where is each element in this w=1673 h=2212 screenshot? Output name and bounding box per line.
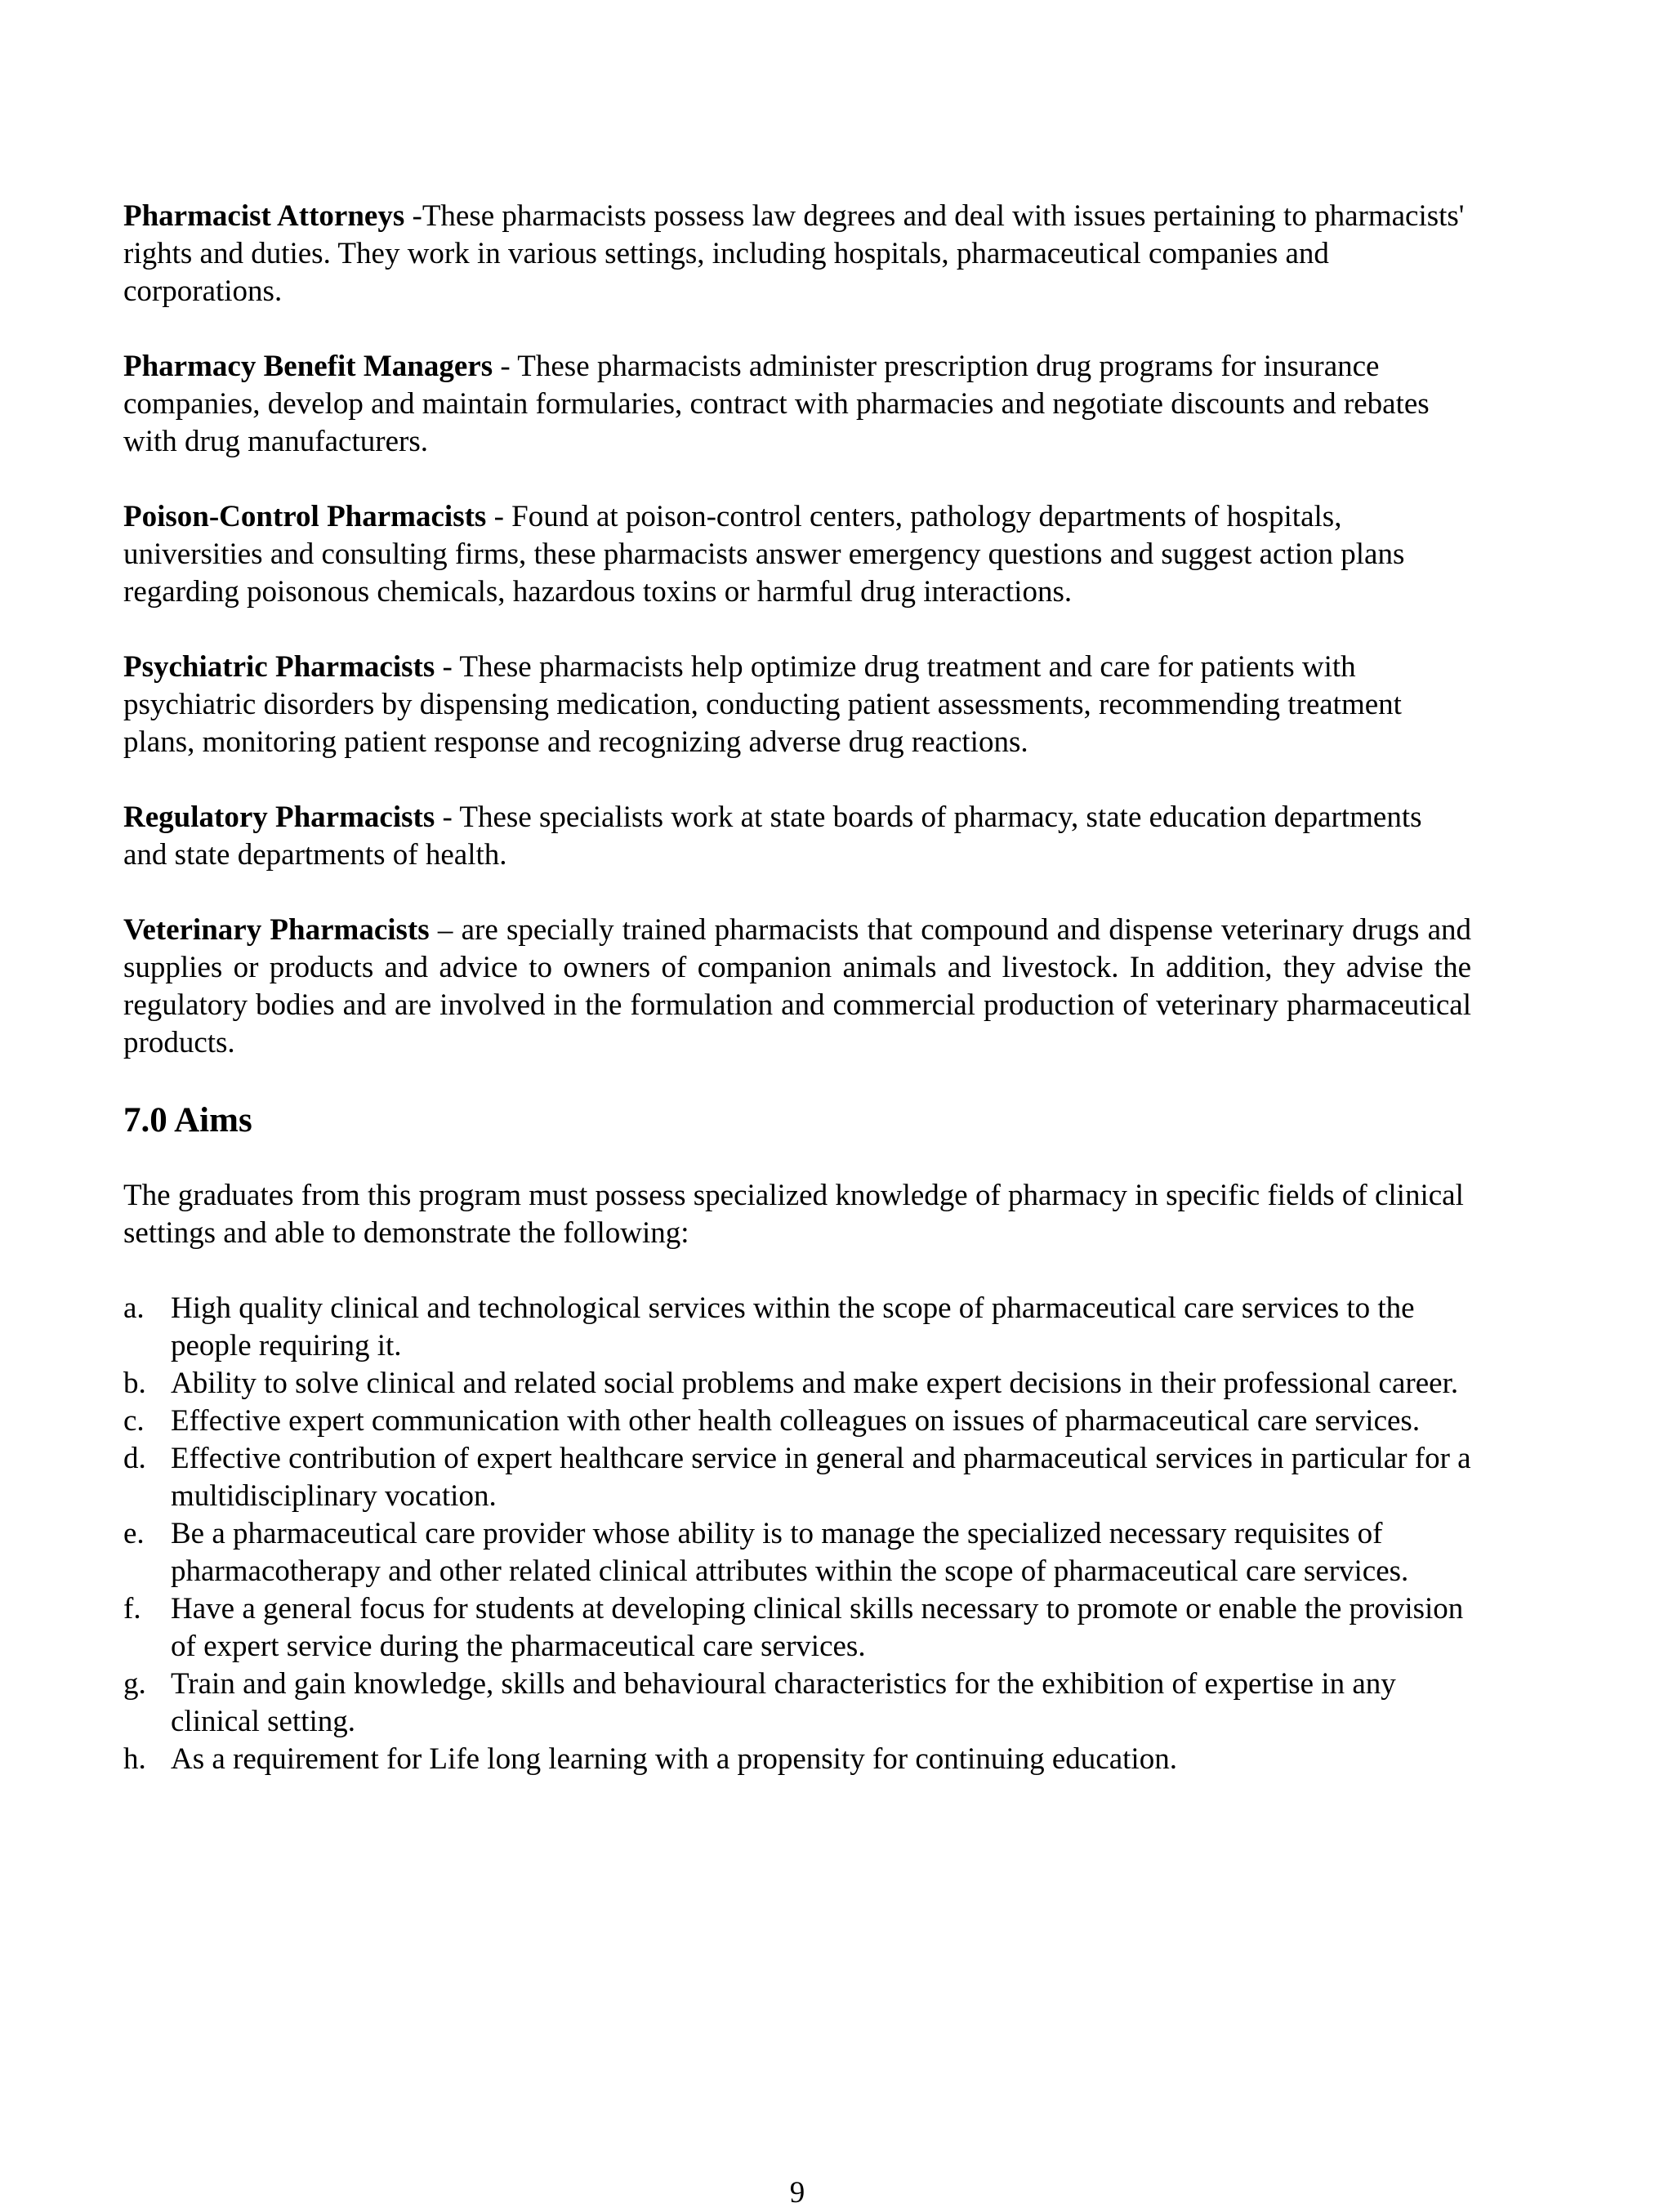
list-marker: c.: [123, 1404, 145, 1438]
definition-text: - Found at poison-control centers, pathology departments of hospitals, universities and consulting firms, these pharmacists answer emergency questions and suggest action plans regarding poisonous chemicals, hazardous toxins or harmful drug interactions.: [123, 500, 1405, 609]
list-marker: b.: [123, 1367, 146, 1400]
list-item: [123, 1290, 1471, 1365]
definition-text: - These pharmacists help optimize drug treatment and care for patients with psychiatric disorders by dispensing medication, conducting patient assessments, recommending treatment plans, monitoring patient response and recognizing adverse drug reactions.: [123, 650, 1402, 759]
definition-term: Psychiatric Pharmacists: [123, 650, 435, 684]
document-page: [123, 198, 1472, 2210]
list-item: [123, 1590, 1471, 1666]
definition-regulatory-pharmacists: [123, 799, 1471, 874]
definition-pharmacist-attorneys: [123, 198, 1471, 310]
list-marker: a.: [123, 1291, 145, 1325]
definition-pharmacy-benefit-managers: [123, 348, 1471, 461]
definition-term: Veterinary Pharmacists: [123, 913, 430, 947]
list-item-text: Have a general focus for students at developing clinical skills necessary to promote or enable the provision of expert service during the pharmaceutical care services.: [171, 1592, 1464, 1663]
list-item-text: Ability to solve clinical and related social problems and make expert decisions in their professional career.: [171, 1367, 1459, 1400]
list-item-text: As a requirement for Life long learning with a propensity for continuing education.: [171, 1742, 1177, 1776]
list-item-text: Be a pharmaceutical care provider whose ability is to manage the specialized necessary requisites of pharmacotherapy and other related clinical attributes within the scope of pharmaceutical care services.: [171, 1517, 1409, 1588]
definition-text: -These pharmacists possess law degrees and deal with issues pertaining to pharmacists' rights and duties. They work in various settings, including hospitals, pharmaceutical companies and corporations.: [123, 199, 1465, 308]
list-item: [123, 1403, 1471, 1440]
definition-veterinary-pharmacists: [123, 912, 1471, 1062]
definition-text: - These pharmacists administer prescription drug programs for insurance companies, develop and maintain formularies, contract with pharmacies and negotiate discounts and rebates with drug manufacturers.: [123, 350, 1430, 458]
list-item: [123, 1365, 1471, 1403]
page-number: 9: [789, 2176, 805, 2210]
list-marker: f.: [123, 1592, 141, 1626]
aims-intro: The graduates from this program must possess specialized knowledge of pharmacy in specific fields of clinical settings and able to demonstrate the following:: [123, 1179, 1464, 1250]
list-item-text: Train and gain knowledge, skills and behavioural characteristics for the exhibition of expertise in any clinical setting.: [171, 1667, 1396, 1738]
list-item: [123, 1666, 1471, 1741]
list-item: [123, 1515, 1471, 1590]
section-heading-aims: 7.0 Aims: [123, 1101, 252, 1139]
list-item-text: Effective contribution of expert healthcare service in general and pharmaceutical services in particular for a multidisciplinary vocation.: [171, 1442, 1471, 1513]
list-marker: e.: [123, 1517, 145, 1550]
definition-term: Regulatory Pharmacists: [123, 801, 435, 834]
list-marker: h.: [123, 1742, 146, 1776]
definition-term: Pharmacist Attorneys: [123, 199, 405, 233]
definition-psychiatric-pharmacists: [123, 649, 1471, 761]
definition-term: Pharmacy Benefit Managers: [123, 350, 493, 383]
list-marker: g.: [123, 1667, 146, 1701]
definition-text: – are specially trained pharmacists that compound and dispense veterinary drugs and supplies or products and advice to owners of companion animals and livestock. In addition, they advise the regulatory bodies and are involved in the formulation and commercial production of veterinary pharmaceutical products.: [123, 913, 1472, 1059]
definition-term: Poison-Control Pharmacists: [123, 500, 487, 533]
aims-list: [123, 1290, 1471, 1778]
definition-text: - These specialists work at state boards of pharmacy, state education departments and state departments of health.: [123, 801, 1422, 872]
definition-poison-control-pharmacists: [123, 498, 1471, 611]
list-marker: d.: [123, 1442, 146, 1475]
list-item: [123, 1440, 1471, 1515]
list-item: [123, 1741, 1471, 1778]
list-item-text: Effective expert communication with other health colleagues on issues of pharmaceutical care services.: [171, 1404, 1421, 1438]
list-item-text: High quality clinical and technological services within the scope of pharmaceutical care services to the people requiring it.: [171, 1291, 1415, 1362]
